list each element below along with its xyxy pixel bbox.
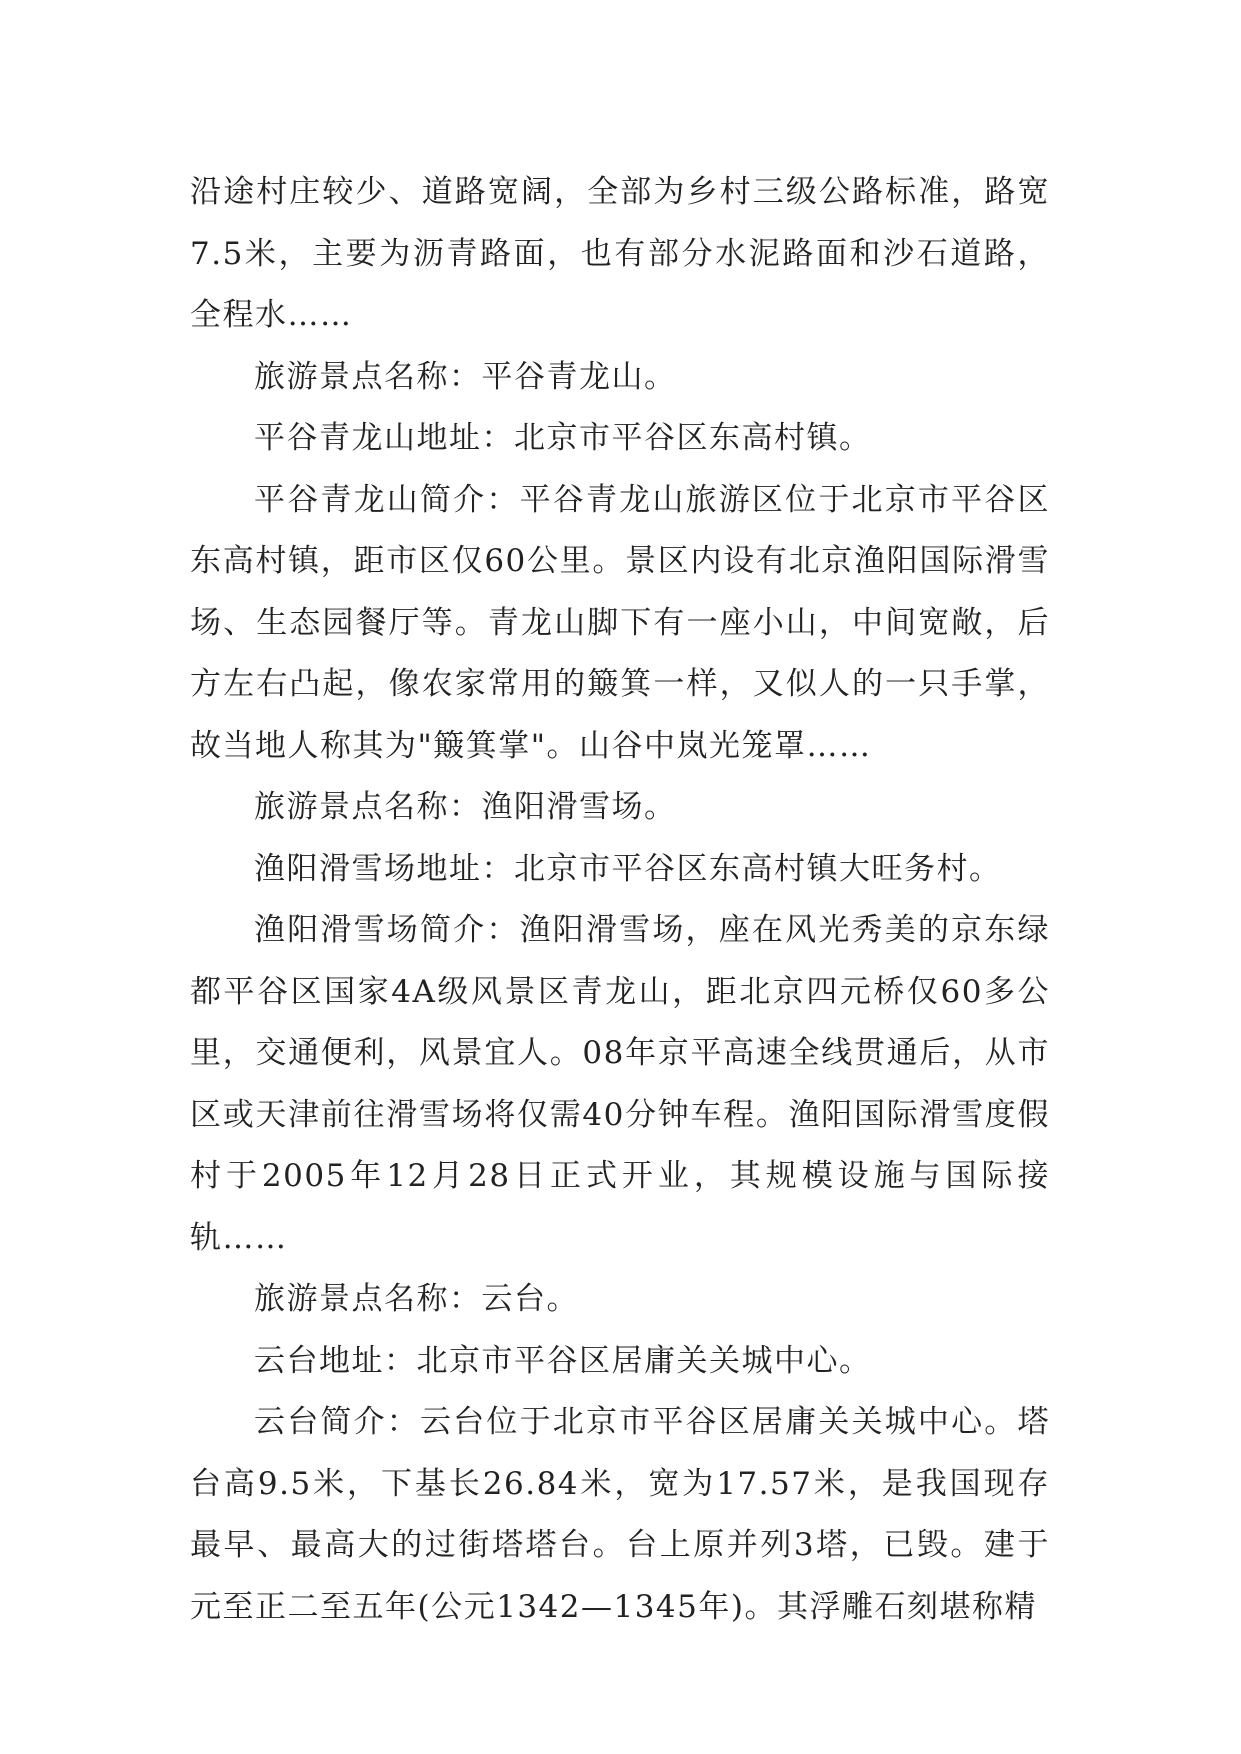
paragraph-yuyang-address: 渔阳滑雪场地址：北京市平谷区东高村镇大旺务村。 (254, 850, 1002, 887)
paragraph-yuyang-intro: 渔阳滑雪场简介：渔阳滑雪场，座在风光秀美的京东绿都平谷区国家4A级风景区青龙山，距北京四元桥仅60多公里，交通便利，风景宜人。08年京平高速全线贯通后，从市区或天津前往滑雪场将仅需40分钟车程。渔阳国际滑雪度假村于2005年12月28日正式开业，其规模设施与国际接轨…… (190, 912, 1050, 1256)
body-text (190, 162, 1050, 1638)
paragraph-qinglongshan-address: 平谷青龙山地址：北京市平谷区东高村镇。 (254, 420, 872, 456)
paragraph-yuyang-name: 旅游景点名称：渔阳滑雪场。 (254, 789, 677, 825)
paragraph-route-description: 沿途村庄较少、道路宽阔，全部为乡村三级公路标准，路宽7.5米，主要为沥青路面，也有部分水泥路面和沙石道路，全程水…… (190, 174, 1050, 333)
paragraph-yuntai-intro: 云台简介：云台位于北京市平谷区居庸关关城中心。塔台高9.5米，下基长26.84米，宽为17.57米，是我国现存最早、最高大的过街塔塔台。台上原并列3塔，已毁。建于元至正二至五年(公元1342—1345年)。其浮雕石刻堪称精 (190, 1404, 1050, 1625)
paragraph-yuntai-name: 旅游景点名称：云台。 (254, 1281, 579, 1317)
paragraph-qinglongshan-intro: 平谷青龙山简介：平谷青龙山旅游区位于北京市平谷区东高村镇，距市区仅60公里。景区内设有北京渔阳国际滑雪场、生态园餐厅等。青龙山脚下有一座小山，中间宽敞，后方左右凸起，像农家常用的簸箕一样，又似人的一只手掌，故当地人称其为"簸箕掌"。山谷中岚光笼罩…… (190, 481, 1050, 764)
paragraph-yuntai-address: 云台地址：北京市平谷区居庸关关城中心。 (254, 1342, 872, 1379)
paragraph-qinglongshan-name: 旅游景点名称：平谷青龙山。 (254, 358, 677, 395)
